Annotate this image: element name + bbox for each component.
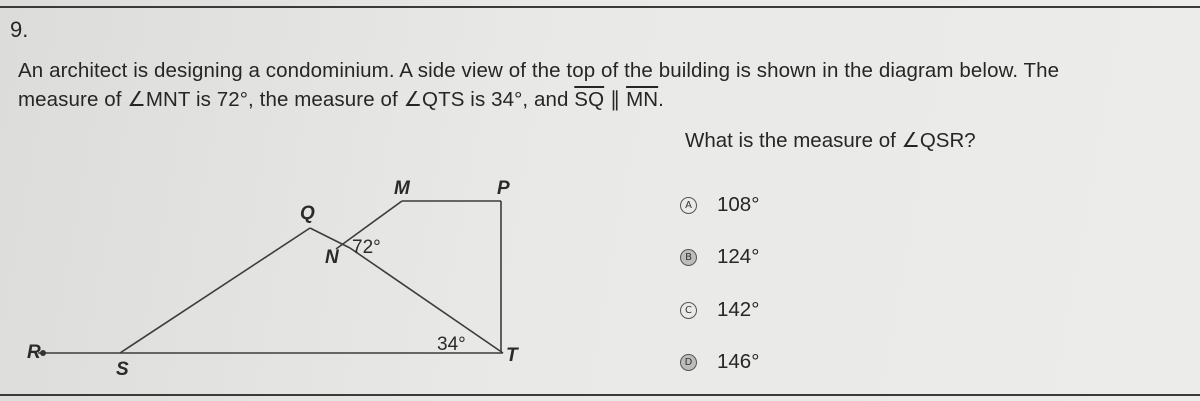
label-m: M xyxy=(394,178,410,199)
choice-d-text: 146° xyxy=(717,350,760,373)
question-number: 9. xyxy=(10,17,29,42)
segment-sq: $\overline{SQ}$ xyxy=(574,88,605,111)
choice-c-text: 142° xyxy=(717,298,760,321)
choice-b[interactable] xyxy=(680,244,759,270)
choice-c[interactable] xyxy=(680,297,759,323)
question-prompt: What is the measure of ∠QSR? xyxy=(685,129,976,152)
bubble-c-icon[interactable]: C xyxy=(680,302,697,319)
label-angle-34: 34° xyxy=(437,334,466,355)
label-t: T xyxy=(506,345,518,366)
label-p: P xyxy=(497,178,510,199)
point-r xyxy=(40,350,46,356)
parallel-symbol: ∥ xyxy=(604,88,627,111)
stem-period: . xyxy=(658,88,664,111)
choice-b-text: 124° xyxy=(717,245,760,268)
bubble-a-icon[interactable]: A xyxy=(680,197,697,214)
line-sq xyxy=(120,228,310,353)
stem-line-1: An architect is designing a condominium. A side view of the top of the building is shown in the diagram below. The xyxy=(18,59,1060,82)
stem-line-2-text: measure of ∠MNT is 72°, the measure of ∠QTS is 34°, and xyxy=(18,88,569,111)
label-n: N xyxy=(325,247,339,268)
line-qm xyxy=(310,228,350,248)
label-s: S xyxy=(116,359,129,380)
segment-mn: $\overline{MN}$ xyxy=(626,88,659,111)
line-nt xyxy=(350,248,503,353)
choice-a[interactable] xyxy=(680,192,759,218)
bubble-b-icon[interactable]: B xyxy=(680,249,697,266)
bubble-d-icon[interactable]: D xyxy=(680,354,697,371)
label-angle-72: 72° xyxy=(352,237,381,258)
choice-a-text: 108° xyxy=(717,193,760,216)
label-q: Q xyxy=(300,203,315,224)
label-r: R xyxy=(27,342,41,363)
bottom-divider xyxy=(0,394,1200,396)
choice-d[interactable] xyxy=(680,349,759,375)
